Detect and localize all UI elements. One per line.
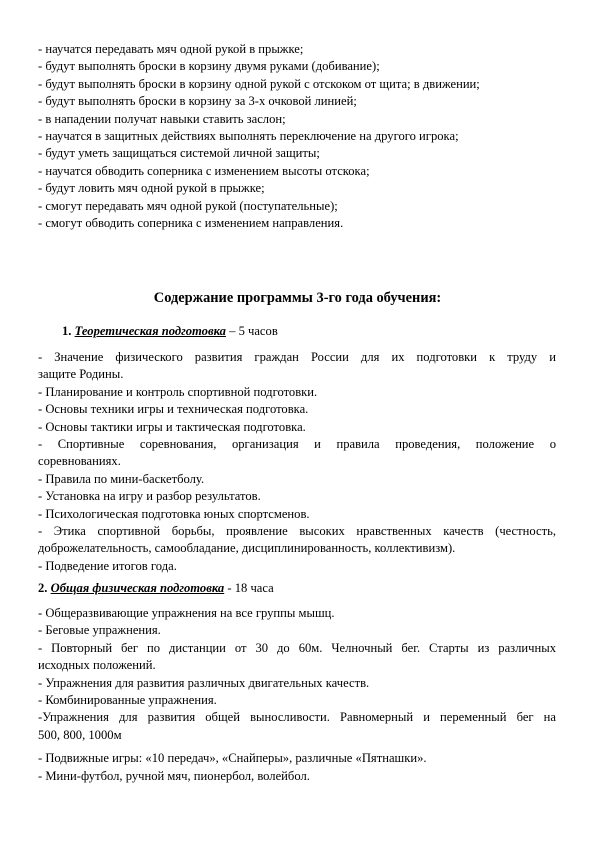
text-line: исходных положений. <box>38 658 156 673</box>
program-heading: Содержание программы 3-го года обучения: <box>153 290 442 306</box>
text-line: - научатся передавать мяч одной рукой в прыжке; <box>38 42 304 56</box>
text-line: - будут уметь защищаться системой личной защиты; <box>38 146 320 161</box>
text-line: - Планирование и контроль спортивной подготовки. <box>38 384 318 399</box>
text-line: - научатся в защитных действиях выполнять переключение на другого игрока; <box>38 129 459 144</box>
section2-hours: - 18 часа <box>224 581 274 595</box>
text-line: - Мини-футбол, ручной мяч, пионербол, волейбол. <box>38 768 310 783</box>
section1-hours: – 5 часов <box>225 324 278 338</box>
text-line: - Значение физического развития граждан России для их подготовки к труду и <box>38 350 556 364</box>
text-line: - Спортивные соревнования, организация и правила проведения, положение о <box>38 437 556 452</box>
text-line: - будут выполнять броски в корзину двумя руками (добивание); <box>38 59 380 74</box>
section1-title: Теоретическая подготовка <box>74 324 226 338</box>
section2-body <box>38 605 556 785</box>
text-line: - Основы техники игры и техническая подготовка. <box>38 402 309 417</box>
text-line: - научатся обводить соперника с изменением высоты отскока; <box>38 163 370 178</box>
text-line: - будут выполнять броски в корзину за 3-х очковой линией; <box>38 94 357 109</box>
text-line: - Подвижные игры: «10 передач», «Снайперы», различные «Пятнашки». <box>38 751 427 766</box>
text-line: -Упражнения для развития общей выносливости. Равномерный и переменный бег на <box>38 710 556 725</box>
section2-title: Общая физическая подготовка <box>50 581 225 595</box>
text-line: защите Родины. <box>38 367 124 382</box>
section2-number: 2. <box>38 581 48 595</box>
text-line: - Повторный бег по дистанции от 30 до 60м. Челночный бег. Старты из различных <box>38 640 556 655</box>
text-line: - Правила по мини-баскетболу. <box>38 471 205 486</box>
text-line: - Общеразвивающие упражнения на все группы мышц. <box>38 606 335 620</box>
text-line: - Основы тактики игры и тактическая подготовка. <box>38 419 306 434</box>
outcomes-list <box>38 41 556 232</box>
text-line: - Установка на игру и разбор результатов. <box>38 489 261 504</box>
text-line: - будут выполнять броски в корзину одной рукой с отскоком от щита; в движении; <box>38 76 480 91</box>
text-line: - Подведение итогов года. <box>38 558 177 573</box>
text-line: - Комбинированные упражнения. <box>38 693 217 708</box>
text-line: - смогут передавать мяч одной рукой (поступательные); <box>38 198 338 213</box>
text-line: - Этика спортивной борьбы, проявление высоких нравственных качеств (честность, <box>38 524 556 539</box>
text-line: соревнованиях. <box>38 454 121 469</box>
text-line: - в нападении получат навыки ставить заслон; <box>38 111 286 126</box>
section1-number: 1. <box>62 324 72 338</box>
section2-heading <box>38 580 556 597</box>
text-line: доброжелательность, самообладание, дисциплинированность, коллективизм). <box>38 541 456 556</box>
section1-heading <box>62 323 580 340</box>
section1-body <box>38 349 556 575</box>
text-line: - Беговые упражнения. <box>38 623 161 638</box>
text-line: - будут ловить мяч одной рукой в прыжке; <box>38 181 265 196</box>
text-line: - смогут обводить соперника с изменением направления. <box>38 216 344 231</box>
text-line: 500, 800, 1000м <box>38 727 122 742</box>
text-line: - Психологическая подготовка юных спортсменов. <box>38 506 310 521</box>
text-line: - Упражнения для развития различных двигательных качеств. <box>38 675 370 690</box>
